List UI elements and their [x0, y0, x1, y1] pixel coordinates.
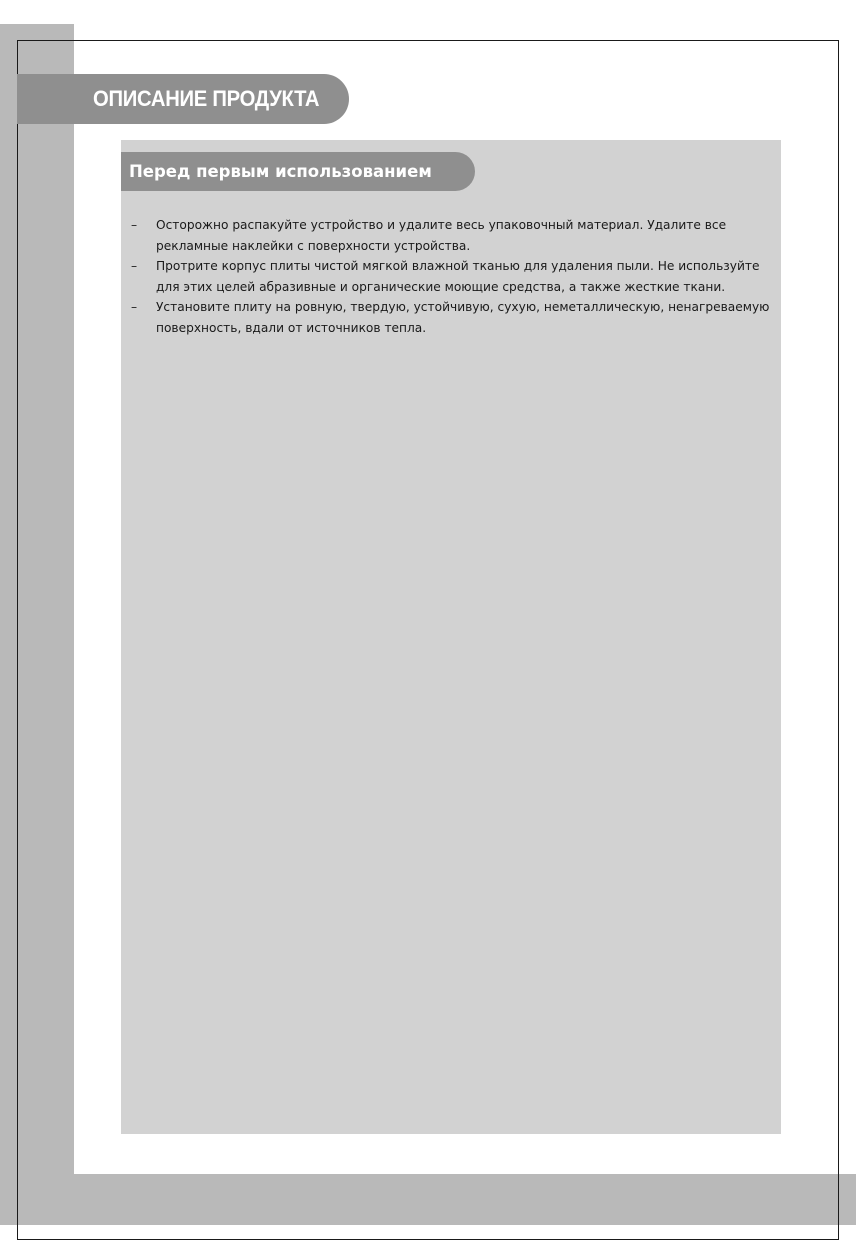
instruction-text: Осторожно распакуйте устройство и удалите весь упаковочный материал. Удалите все рекламные наклейки с поверхности устройства.: [156, 218, 727, 253]
subsection-header-tab: [121, 152, 475, 191]
instruction-list: [131, 215, 779, 338]
instruction-text: Установите плиту на ровную, твердую, устойчивую, сухую, неметаллическую, ненагреваемую поверхность, вдали от источников тепла.: [156, 300, 770, 335]
bullet-marker: –: [131, 259, 138, 273]
left-decorative-strip: [0, 24, 74, 1225]
list-item: [131, 297, 779, 338]
list-item: [131, 256, 779, 297]
section-header-tab: [17, 74, 349, 124]
bottom-decorative-strip: [0, 1174, 856, 1225]
bullet-marker: –: [131, 218, 138, 232]
content-panel: [121, 140, 781, 1134]
section-title: ОПИСАНИЕ ПРОДУКТА: [93, 86, 320, 111]
list-item: [131, 215, 779, 256]
instruction-text: Протрите корпус плиты чистой мягкой влажной тканью для удаления пыли. Не используйте для этих целей абразивные и органические моющие средства, а также жесткие ткани.: [156, 259, 760, 294]
bullet-marker: –: [131, 300, 138, 314]
subsection-title: Перед первым использованием: [129, 162, 432, 181]
